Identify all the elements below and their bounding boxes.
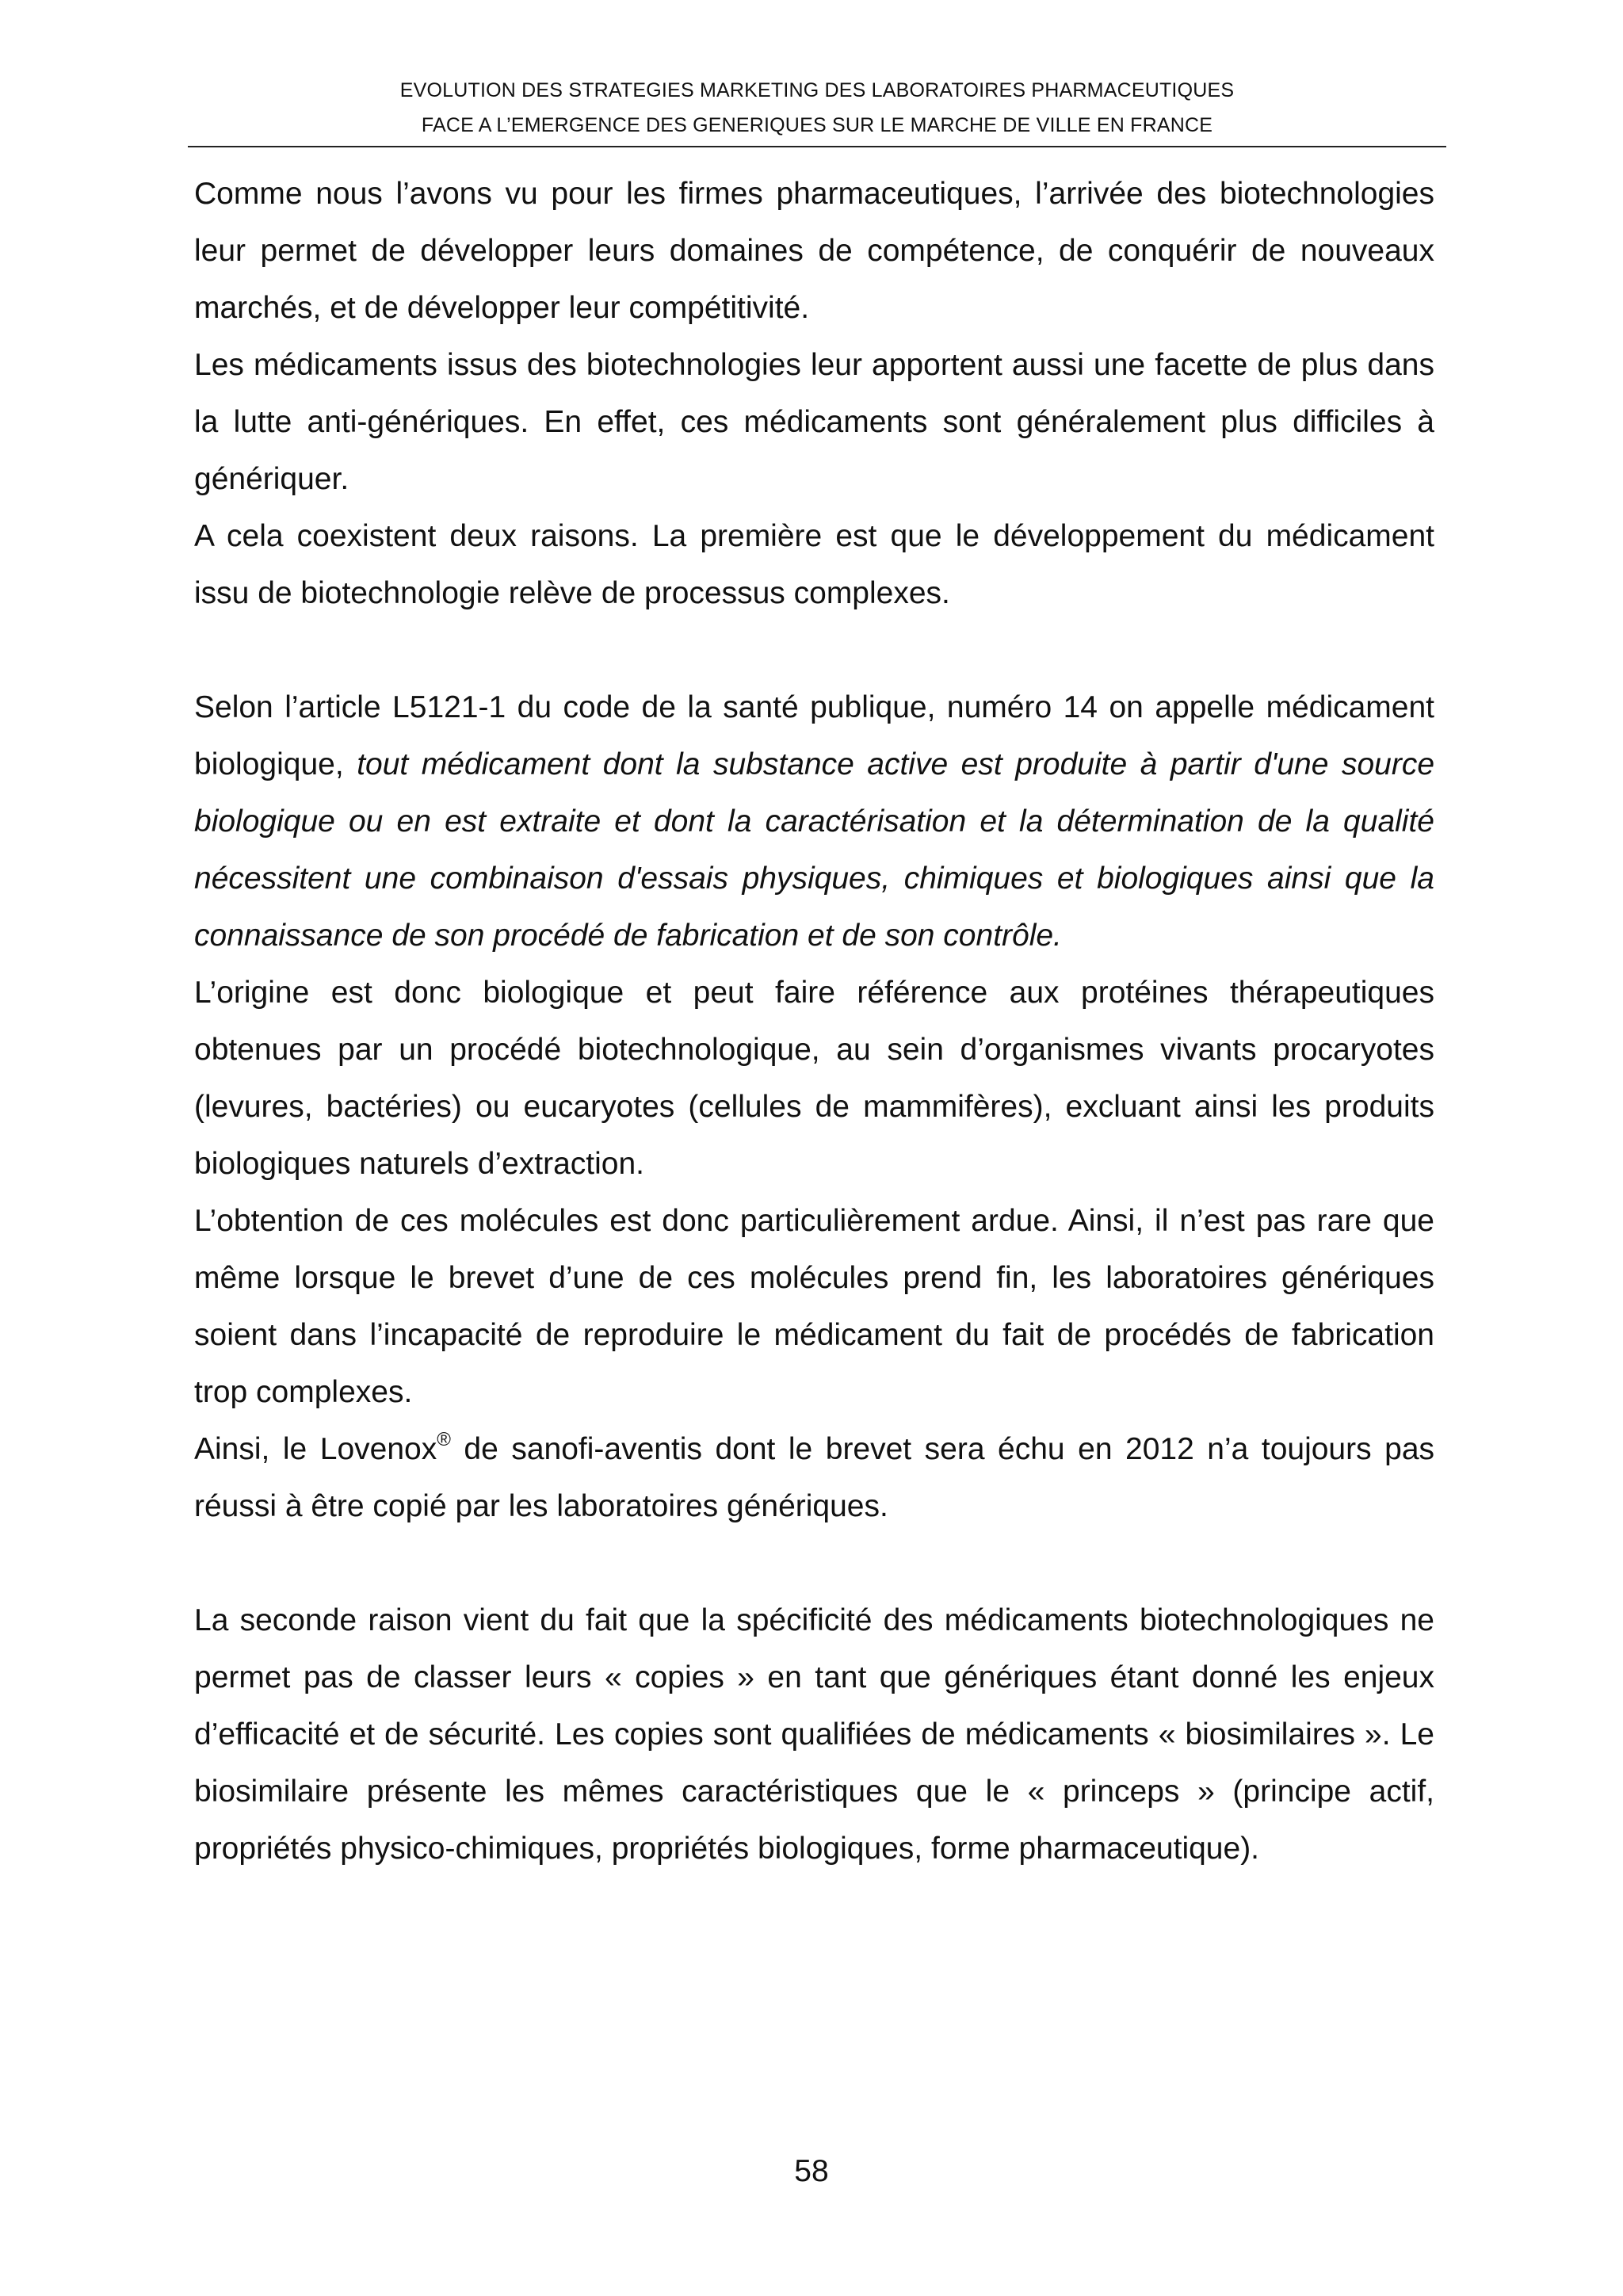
registered-trademark-symbol: ® <box>437 1429 451 1450</box>
paragraph-spacer <box>194 622 1434 679</box>
header-title-line-2: FACE A L’EMERGENCE DES GENERIQUES SUR LE MARCHE DE VILLE EN FRANCE <box>421 114 1213 136</box>
paragraph-spacer <box>194 1535 1434 1592</box>
header-title-line-1: EVOLUTION DES STRATEGIES MARKETING DES LABORATOIRES PHARMACEUTIQUES <box>399 79 1235 101</box>
paragraph-biotech-advantages: Comme nous l’avons vu pour les firmes pharmaceutiques, l’arrivée des biotechnologies leur permet de développer leurs domaines de compétence, de conquérir de nouveaux marchés, et de développer leur compétitivité. <box>194 177 1434 325</box>
page-body <box>194 166 1434 1878</box>
page-number: 58 <box>794 2154 829 2188</box>
lovenox-text-after: de sanofi-aventis dont le brevet sera échu en 2012 n’a toujours pas réussi à être copié par les laboratoires génériques. <box>194 1432 1435 1523</box>
paragraph-biological-origin: L’origine est donc biologique et peut faire référence aux protéines thérapeutiques obtenues par un procédé biotechnologique, au sein d’organismes vivants procaryotes (levures, bactéries) ou eucaryotes (cellules de mammifères), excluant ainsi les produits biologiques naturels d’extraction. <box>194 976 1434 1181</box>
lovenox-text-before: Ainsi, le Lovenox <box>194 1432 437 1466</box>
definition-intro-text: Selon l’article L5121-1 du code de la santé publique, numéro 14 on appelle médicament biologique, <box>194 690 1434 781</box>
paragraph-anti-generics: Les médicaments issus des biotechnologies leur apportent aussi une facette de plus dans la lutte anti-génériques. En effet, ces médicaments sont généralement plus difficiles à génériquer. <box>194 348 1434 496</box>
paragraph-two-reasons: A cela coexistent deux raisons. La première est que le développement du médicament issu de biotechnologie relève de processus complexes. <box>194 519 1434 610</box>
paragraph-legal-definition <box>194 679 1434 965</box>
definition-quote: tout médicament dont la substance active est produite à partir d'une source biologique ou en est extraite et dont la caractérisation et la détermination de la qualité nécessitent une combinaison d'essais physiques, chimiques et biologiques ainsi que la connaissance de son procédé de fabrication et de son contrôle. <box>194 747 1435 953</box>
paragraph-biosimilars: La seconde raison vient du fait que la spécificité des médicaments biotechnologiques ne permet pas de classer leurs « copies » en tant que génériques étant donné les enjeux d’efficacité et de sécurité. Les copies sont qualifiées de médicaments « biosimilaires ». Le biosimilaire présente les mêmes caractéristiques que le « princeps » (principe actif, propriétés physico-chimiques, propriétés biologiques, forme pharmaceutique). <box>194 1603 1434 1866</box>
paragraph-difficulty: L’obtention de ces molécules est donc particulièrement ardue. Ainsi, il n’est pas rare que même lorsque le brevet d’une de ces molécules prend fin, les laboratoires génériques soient dans l’incapacité de reproduire le médicament du fait de procédés de fabrication trop complexes. <box>194 1204 1434 1409</box>
paragraph-lovenox-example <box>194 1421 1434 1535</box>
running-header <box>188 73 1446 147</box>
